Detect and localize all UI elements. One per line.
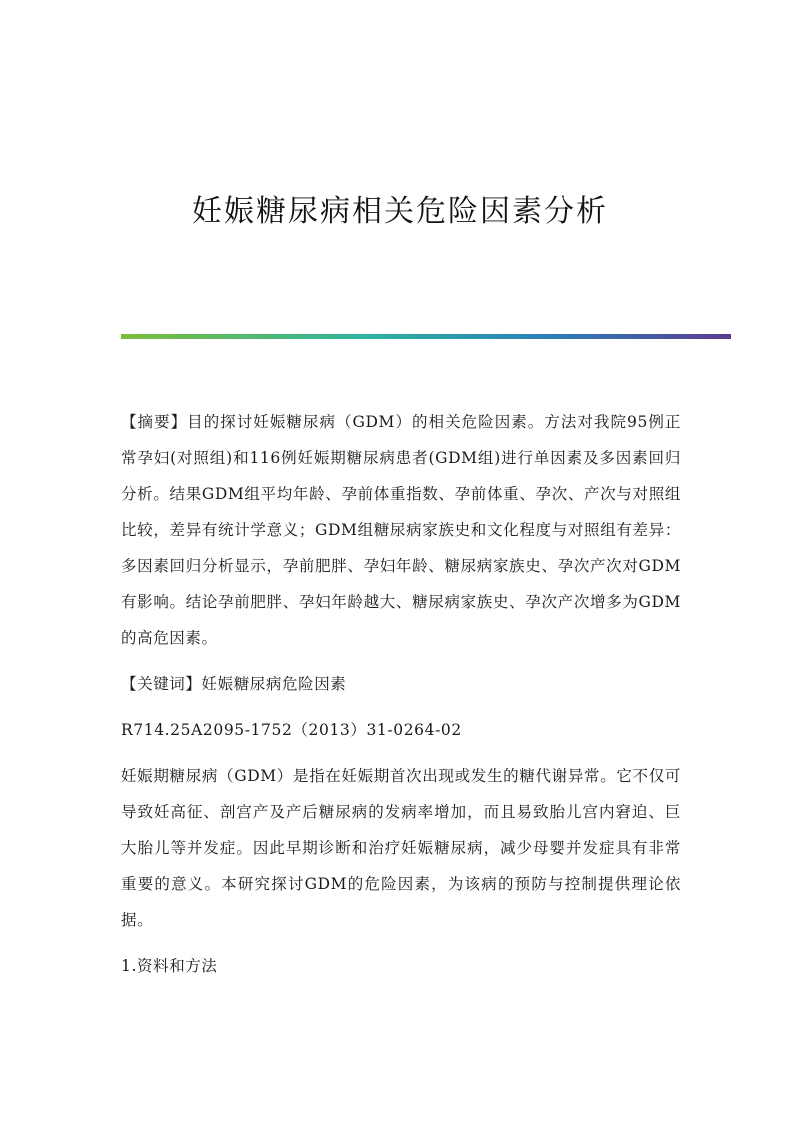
classification-code: R714.25A2095-1752（2013）31-0264-02 (121, 721, 462, 739)
abstract-paragraph: 【摘要】目的探讨妊娠糖尿病（GDM）的相关危险因素。方法对我院95例正常孕妇(对照组)和116例妊娠期糖尿病患者(GDM组)进行单因素及多因素回归分析。结果GDM组平均年龄、孕前体重指数、孕前体重、孕次、产次与对照组比较，差异有统计学意义；GDM组糖尿病家族史和文化程度与对照组有差异：多因素回归分析显示，孕前肥胖、孕妇年龄、糖尿病家族史、孕次产次对GDM有影响。结论孕前肥胖、孕妇年龄越大、糖尿病家族史、孕次产次增多为GDM的高危因素。 (121, 413, 681, 647)
title-divider (121, 334, 731, 339)
document-body (121, 404, 681, 984)
keywords-paragraph: 【关键词】妊娠糖尿病危险因素 (121, 675, 347, 693)
document-title: 妊娠糖尿病相关危险因素分析 (192, 194, 608, 229)
section-heading: 1.资料和方法 (121, 957, 218, 975)
intro-paragraph: 妊娠期糖尿病（GDM）是指在妊娠期首次出现或发生的糖代谢异常。它不仅可导致妊高征、剖宫产及产后糖尿病的发病率增加，而且易致胎儿宫内窘迫、巨大胎儿等并发症。因此早期诊断和治疗妊娠糖尿病，减少母婴并发症具有非常重要的意义。本研究探讨GDM的危险因素，为该病的预防与控制提供理论依据。 (121, 767, 681, 929)
